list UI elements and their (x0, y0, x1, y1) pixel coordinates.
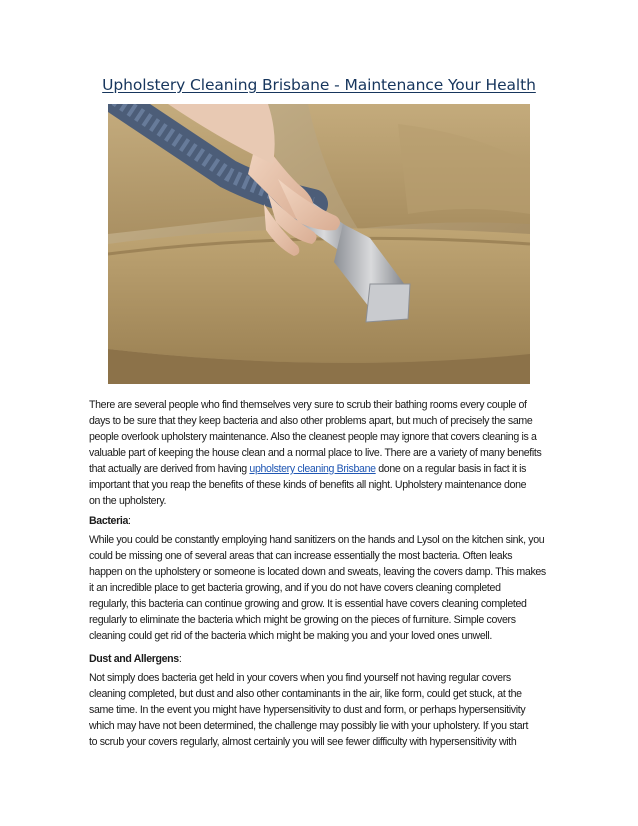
dust-line-5: to scrub your covers regularly, almost certainly you will see fewer difficulty with hypersensitivity with (89, 736, 517, 748)
dust-paragraph (89, 670, 559, 750)
bacteria-heading-colon: : (128, 515, 131, 527)
dust-heading-colon: : (178, 653, 182, 665)
bacteria-line-3: happen on the upholstery or someone is located down and sweats, leaving the covers damp. This makes (89, 566, 546, 578)
intro-line-4: valuable part of keeping the house clean and a normal place to live. There are a variety of many benefits (89, 447, 542, 459)
bacteria-line-4: it an incredible place to get bacteria growing, and if you do not have covers cleaning completed (89, 582, 501, 594)
bacteria-line-7: cleaning could get rid of the bacteria which might be making you and your loved ones unwell. (89, 630, 492, 642)
upholstery-cleaning-link[interactable]: upholstery cleaning Brisbane (249, 463, 376, 475)
intro-line-7: on the upholstery. (89, 495, 167, 507)
intro-line-5-end: done on a regular basis in fact it is (375, 463, 527, 475)
dust-line-1: Not simply does bacteria get held in your covers when you find yourself not having regular covers (89, 672, 511, 684)
dust-line-3: same time. In the event you might have hypersensitivity to dust and form, or perhaps hypersensitivity (89, 704, 526, 716)
page-title: Upholstery Cleaning Brisbane - Maintenance Your Health (102, 76, 536, 94)
bacteria-heading (89, 513, 559, 529)
bacteria-heading-text: Bacteria (89, 515, 129, 527)
intro-paragraph (89, 397, 559, 509)
intro-line-1: There are several people who find themselves very sure to scrub their bathing rooms every couple of (89, 399, 527, 411)
intro-line-3: people overlook upholstery maintenance. Also the cleanest people may ignore that covers cleaning is a (89, 431, 537, 443)
bacteria-line-6: regularly to eliminate the bacteria which might be growing on the pieces of furniture. Simple covers (89, 614, 516, 626)
bacteria-line-2: could be missing one of several areas that can increase essentially the most bacteria. Often leaks (89, 550, 513, 562)
dust-heading (89, 651, 559, 667)
bacteria-line-5: regularly, this bacteria can continue growing and grow. It is essential have covers cleaning completed (89, 598, 527, 610)
bacteria-line-1: While you could be constantly employing hand sanitizers on the hands and Lysol on the kitchen sink, you (89, 534, 545, 546)
intro-line-2: days to be sure that they keep bacteria and also other problems apart, but much of precisely the same (89, 415, 533, 427)
dust-line-2: cleaning completed, but dust and also other contaminants in the air, like form, could get stuck, at the (89, 688, 522, 700)
intro-line-5-start: that actually are derived from having (89, 463, 250, 475)
intro-line-5 (89, 461, 559, 477)
upholstery-cleaning-photo (108, 104, 530, 384)
sofa-vacuum-illustration (108, 104, 530, 384)
bacteria-paragraph (89, 532, 559, 644)
intro-line-6: important that you reap the benefits of these kinds of benefits all night. Upholstery maintenance done (89, 479, 527, 491)
dust-heading-text: Dust and Allergens (89, 653, 179, 665)
dust-line-4: which may have not been determined, the challenge may possibly lie with your upholstery. If you start (89, 720, 529, 732)
